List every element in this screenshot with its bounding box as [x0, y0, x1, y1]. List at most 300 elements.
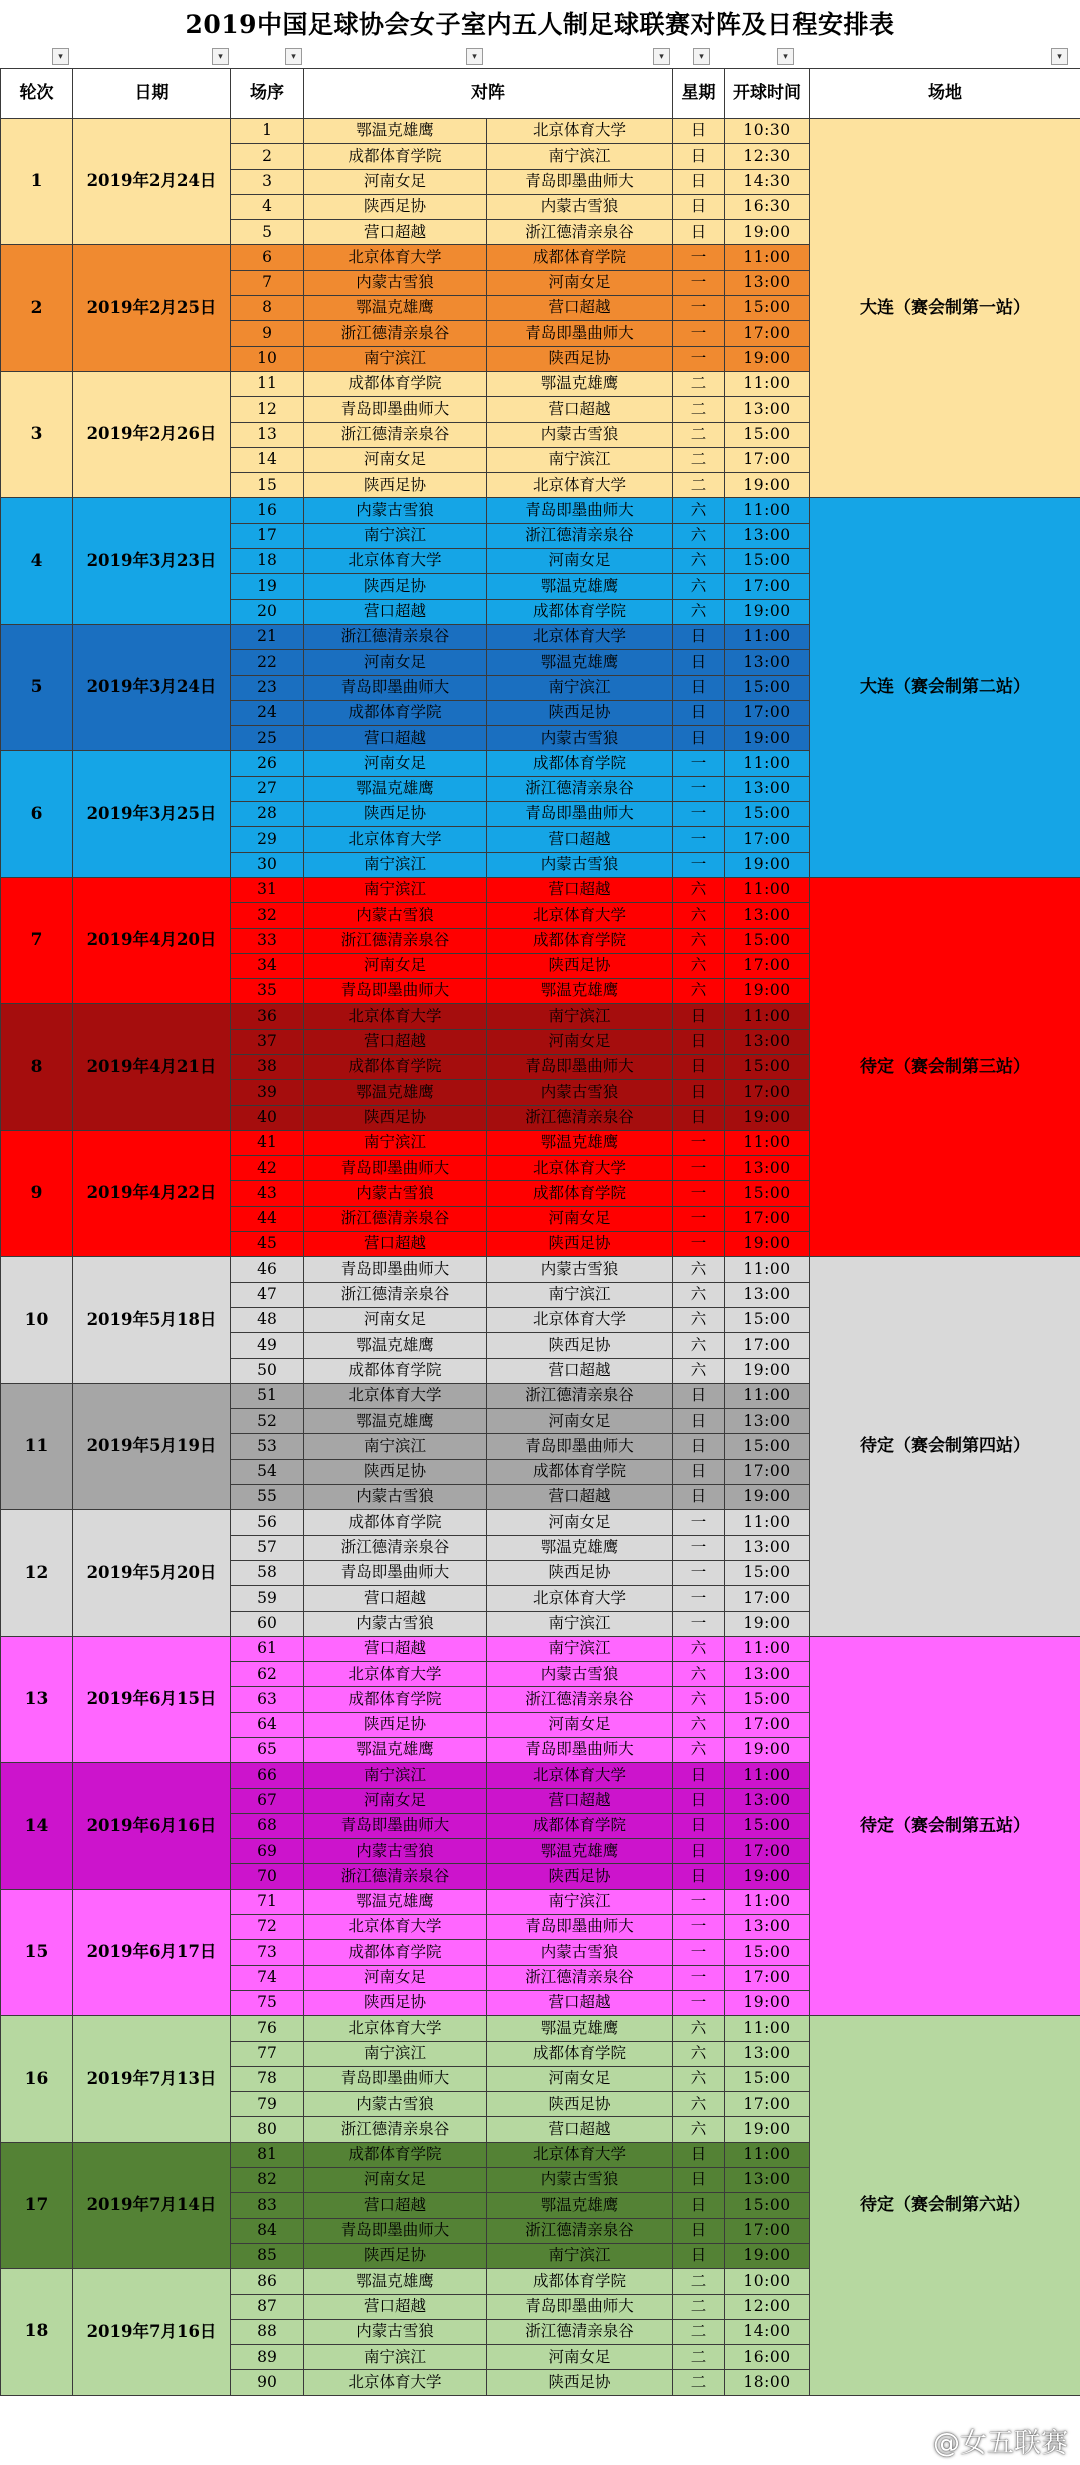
home-team: 浙江德清亲泉谷: [304, 1864, 487, 1889]
match-number: 78: [231, 2066, 304, 2091]
away-team: 河南女足: [487, 2066, 673, 2091]
home-team: 营口超越: [304, 220, 487, 245]
round-number: 2: [1, 245, 73, 371]
header-venue: 场地: [810, 69, 1080, 119]
kickoff-time: 11:00: [725, 498, 810, 523]
match-number: 43: [231, 1181, 304, 1206]
match-number: 66: [231, 1763, 304, 1788]
away-team: 陕西足协: [487, 700, 673, 725]
schedule-title: 2019中国足球协会女子室内五人制足球联赛对阵及日程安排表: [185, 10, 895, 39]
weekday: 六: [673, 2016, 725, 2041]
weekday: 二: [673, 2294, 725, 2319]
match-number: 52: [231, 1409, 304, 1434]
kickoff-time: 17:00: [725, 1712, 810, 1737]
filter-dropdown-button[interactable]: ▾: [212, 48, 229, 65]
weekday: 一: [673, 827, 725, 852]
home-team: 鄂温克雄鹰: [304, 776, 487, 801]
kickoff-time: 10:30: [725, 119, 810, 144]
home-team: 北京体育大学: [304, 1915, 487, 1940]
weekday: 日: [673, 2243, 725, 2268]
match-number: 47: [231, 1282, 304, 1307]
header-matchup: 对阵: [304, 69, 673, 119]
away-team: 青岛即墨曲师大: [487, 321, 673, 346]
home-team: 陕西足协: [304, 1990, 487, 2015]
kickoff-time: 11:00: [725, 1889, 810, 1914]
match-number: 60: [231, 1611, 304, 1636]
weekday: 日: [673, 650, 725, 675]
round-date: 2019年7月14日: [73, 2142, 231, 2268]
away-team: 陕西足协: [487, 1864, 673, 1889]
home-team: 内蒙古雪狼: [304, 1181, 487, 1206]
round-date: 2019年5月20日: [73, 1510, 231, 1636]
away-team: 北京体育大学: [487, 119, 673, 144]
kickoff-time: 19:00: [725, 1611, 810, 1636]
match-number: 3: [231, 169, 304, 194]
away-team: 北京体育大学: [487, 624, 673, 649]
kickoff-time: 19:00: [725, 473, 810, 498]
home-team: 北京体育大学: [304, 245, 487, 270]
kickoff-time: 11:00: [725, 877, 810, 902]
home-team: 内蒙古雪狼: [304, 1839, 487, 1864]
match-number: 23: [231, 675, 304, 700]
kickoff-time: 17:00: [725, 2092, 810, 2117]
match-number: 55: [231, 1485, 304, 1510]
kickoff-time: 11:00: [725, 1763, 810, 1788]
away-team: 成都体育学院: [487, 2269, 673, 2294]
home-team: 成都体育学院: [304, 144, 487, 169]
kickoff-time: 17:00: [725, 447, 810, 472]
away-team: 内蒙古雪狼: [487, 852, 673, 877]
kickoff-time: 17:00: [725, 1586, 810, 1611]
round-number: 10: [1, 1257, 73, 1383]
away-team: 成都体育学院: [487, 1181, 673, 1206]
away-team: 内蒙古雪狼: [487, 422, 673, 447]
kickoff-time: 11:00: [725, 624, 810, 649]
away-team: 成都体育学院: [487, 1813, 673, 1838]
home-team: 成都体育学院: [304, 1687, 487, 1712]
weekday: 二: [673, 371, 725, 396]
kickoff-time: 17:00: [725, 321, 810, 346]
home-team: 青岛即墨曲师大: [304, 1813, 487, 1838]
kickoff-time: 13:00: [725, 650, 810, 675]
kickoff-time: 19:00: [725, 2117, 810, 2142]
away-team: 青岛即墨曲师大: [487, 498, 673, 523]
weekday: 一: [673, 1232, 725, 1257]
round-number: 5: [1, 624, 73, 750]
home-team: 营口超越: [304, 2294, 487, 2319]
kickoff-time: 15:00: [725, 1307, 810, 1332]
match-number: 44: [231, 1206, 304, 1231]
away-team: 河南女足: [487, 1206, 673, 1231]
match-number: 63: [231, 1687, 304, 1712]
kickoff-time: 13:00: [725, 776, 810, 801]
weekday: 六: [673, 1687, 725, 1712]
home-team: 南宁滨江: [304, 2041, 487, 2066]
away-team: 南宁滨江: [487, 2243, 673, 2268]
away-team: 成都体育学院: [487, 245, 673, 270]
match-number: 57: [231, 1535, 304, 1560]
weekday: 一: [673, 1611, 725, 1636]
away-team: 成都体育学院: [487, 928, 673, 953]
weekday: 一: [673, 346, 725, 371]
home-team: 青岛即墨曲师大: [304, 1257, 487, 1282]
round-date: 2019年7月16日: [73, 2269, 231, 2395]
kickoff-time: 19:00: [725, 726, 810, 751]
match-number: 12: [231, 397, 304, 422]
kickoff-time: 19:00: [725, 599, 810, 624]
kickoff-time: 15:00: [725, 928, 810, 953]
weekday: 六: [673, 903, 725, 928]
round-date: 2019年2月26日: [73, 371, 231, 497]
home-team: 河南女足: [304, 1788, 487, 1813]
round-number: 15: [1, 1889, 73, 2015]
weekday: 一: [673, 1181, 725, 1206]
kickoff-time: 12:00: [725, 2294, 810, 2319]
weekday: 六: [673, 2117, 725, 2142]
round-number: 1: [1, 119, 73, 245]
kickoff-time: 13:00: [725, 2041, 810, 2066]
weekday: 六: [673, 523, 725, 548]
home-team: 河南女足: [304, 1307, 487, 1332]
kickoff-time: 17:00: [725, 1333, 810, 1358]
away-team: 南宁滨江: [487, 144, 673, 169]
round-number: 18: [1, 2269, 73, 2395]
weekday: 日: [673, 1105, 725, 1130]
kickoff-time: 19:00: [725, 1232, 810, 1257]
away-team: 南宁滨江: [487, 1889, 673, 1914]
away-team: 河南女足: [487, 1510, 673, 1535]
weekday: 日: [673, 1004, 725, 1029]
match-row: [1, 1257, 1080, 1282]
away-team: 营口超越: [487, 1990, 673, 2015]
away-team: 青岛即墨曲师大: [487, 2294, 673, 2319]
home-team: 北京体育大学: [304, 2370, 487, 2395]
home-team: 陕西足协: [304, 2243, 487, 2268]
match-number: 74: [231, 1965, 304, 1990]
round-date: 2019年2月25日: [73, 245, 231, 371]
match-number: 72: [231, 1915, 304, 1940]
match-number: 29: [231, 827, 304, 852]
weekday: 日: [673, 169, 725, 194]
home-team: 河南女足: [304, 650, 487, 675]
weekday: 二: [673, 473, 725, 498]
kickoff-time: 15:00: [725, 1434, 810, 1459]
kickoff-time: 19:00: [725, 220, 810, 245]
filter-dropdown-button[interactable]: ▾: [693, 48, 710, 65]
away-team: 鄂温克雄鹰: [487, 2193, 673, 2218]
kickoff-time: 11:00: [725, 1636, 810, 1661]
home-team: 浙江德清亲泉谷: [304, 1206, 487, 1231]
header-kickoff: 开球时间: [725, 69, 810, 119]
match-number: 33: [231, 928, 304, 953]
match-number: 82: [231, 2168, 304, 2193]
home-team: 浙江德清亲泉谷: [304, 321, 487, 346]
match-number: 13: [231, 422, 304, 447]
home-team: 南宁滨江: [304, 346, 487, 371]
kickoff-time: 12:30: [725, 144, 810, 169]
home-team: 内蒙古雪狼: [304, 498, 487, 523]
match-number: 34: [231, 953, 304, 978]
away-team: 鄂温克雄鹰: [487, 1839, 673, 1864]
weekday: 日: [673, 726, 725, 751]
filter-dropdown-button[interactable]: ▾: [52, 48, 69, 65]
round-number: 16: [1, 2016, 73, 2142]
away-team: 浙江德清亲泉谷: [487, 1105, 673, 1130]
match-number: 24: [231, 700, 304, 725]
round-number: 3: [1, 371, 73, 497]
schedule-table: [0, 68, 1080, 2396]
away-team: 南宁滨江: [487, 1636, 673, 1661]
match-number: 41: [231, 1130, 304, 1155]
weekday: 日: [673, 1459, 725, 1484]
weekday: 一: [673, 1586, 725, 1611]
round-number: 12: [1, 1510, 73, 1636]
round-date: 2019年3月24日: [73, 624, 231, 750]
weekday: 六: [673, 979, 725, 1004]
home-team: 青岛即墨曲师大: [304, 2218, 487, 2243]
weekday: 六: [673, 599, 725, 624]
weekday: 日: [673, 1485, 725, 1510]
kickoff-time: 15:00: [725, 549, 810, 574]
weekday: 一: [673, 1990, 725, 2015]
weekday: 日: [673, 700, 725, 725]
kickoff-time: 10:00: [725, 2269, 810, 2294]
watermark-text: @女五联赛: [933, 2427, 1068, 2459]
weekday: 日: [673, 119, 725, 144]
away-team: 北京体育大学: [487, 1307, 673, 1332]
kickoff-time: 13:00: [725, 1029, 810, 1054]
away-team: 北京体育大学: [487, 903, 673, 928]
round-number: 14: [1, 1763, 73, 1889]
match-row: [1, 498, 1080, 523]
home-team: 营口超越: [304, 726, 487, 751]
filter-dropdown-button[interactable]: ▾: [653, 48, 670, 65]
weekday: 六: [673, 1712, 725, 1737]
weekday: 日: [673, 1788, 725, 1813]
away-team: 南宁滨江: [487, 675, 673, 700]
kickoff-time: 15:00: [725, 1560, 810, 1585]
kickoff-time: 11:00: [725, 751, 810, 776]
filter-row: [0, 46, 1080, 68]
kickoff-time: 19:00: [725, 1990, 810, 2015]
away-team: 营口超越: [487, 1485, 673, 1510]
away-team: 鄂温克雄鹰: [487, 574, 673, 599]
match-number: 11: [231, 371, 304, 396]
kickoff-time: 13:00: [725, 903, 810, 928]
weekday: 六: [673, 1282, 725, 1307]
home-team: 河南女足: [304, 1965, 487, 1990]
match-number: 88: [231, 2319, 304, 2344]
weekday: 六: [673, 1358, 725, 1383]
kickoff-time: 15:00: [725, 1181, 810, 1206]
match-number: 49: [231, 1333, 304, 1358]
round-date: 2019年4月21日: [73, 1004, 231, 1130]
kickoff-time: 19:00: [725, 1105, 810, 1130]
match-number: 28: [231, 802, 304, 827]
header-round: 轮次: [1, 69, 73, 119]
away-team: 北京体育大学: [487, 2142, 673, 2167]
home-team: 北京体育大学: [304, 1662, 487, 1687]
home-team: 浙江德清亲泉谷: [304, 422, 487, 447]
kickoff-time: 13:00: [725, 2168, 810, 2193]
home-team: 内蒙古雪狼: [304, 270, 487, 295]
away-team: 成都体育学院: [487, 1459, 673, 1484]
round-number: 13: [1, 1636, 73, 1762]
header-date: 日期: [73, 69, 231, 119]
weekday: 一: [673, 1206, 725, 1231]
match-number: 27: [231, 776, 304, 801]
home-team: 营口超越: [304, 1586, 487, 1611]
match-number: 64: [231, 1712, 304, 1737]
kickoff-time: 13:00: [725, 397, 810, 422]
match-number: 58: [231, 1560, 304, 1585]
filter-dropdown-button[interactable]: ▾: [777, 48, 794, 65]
home-team: 南宁滨江: [304, 1130, 487, 1155]
weekday: 日: [673, 624, 725, 649]
away-team: 青岛即墨曲师大: [487, 1738, 673, 1763]
venue-cell: 待定（赛会制第六站）: [810, 2016, 1080, 2395]
away-team: 浙江德清亲泉谷: [487, 2319, 673, 2344]
home-team: 成都体育学院: [304, 2142, 487, 2167]
match-number: 30: [231, 852, 304, 877]
home-team: 鄂温克雄鹰: [304, 2269, 487, 2294]
filter-dropdown-button[interactable]: ▾: [285, 48, 302, 65]
match-number: 65: [231, 1738, 304, 1763]
weekday: 日: [673, 1409, 725, 1434]
away-team: 河南女足: [487, 1712, 673, 1737]
weekday: 六: [673, 2066, 725, 2091]
kickoff-time: 11:00: [725, 1004, 810, 1029]
weekday: 二: [673, 422, 725, 447]
weekday: 六: [673, 1636, 725, 1661]
weekday: 日: [673, 1813, 725, 1838]
home-team: 营口超越: [304, 1232, 487, 1257]
home-team: 河南女足: [304, 169, 487, 194]
away-team: 南宁滨江: [487, 1282, 673, 1307]
away-team: 鄂温克雄鹰: [487, 650, 673, 675]
match-number: 77: [231, 2041, 304, 2066]
away-team: 营口超越: [487, 296, 673, 321]
home-team: 河南女足: [304, 751, 487, 776]
weekday: 一: [673, 270, 725, 295]
weekday: 二: [673, 2370, 725, 2395]
weekday: 一: [673, 321, 725, 346]
away-team: 陕西足协: [487, 1232, 673, 1257]
kickoff-time: 17:00: [725, 2218, 810, 2243]
match-number: 20: [231, 599, 304, 624]
round-date: 2019年6月17日: [73, 1889, 231, 2015]
home-team: 内蒙古雪狼: [304, 1611, 487, 1636]
away-team: 成都体育学院: [487, 599, 673, 624]
filter-dropdown-button[interactable]: ▾: [466, 48, 483, 65]
match-number: 50: [231, 1358, 304, 1383]
match-number: 56: [231, 1510, 304, 1535]
venue-cell: 大连（赛会制第二站）: [810, 498, 1080, 877]
kickoff-time: 19:00: [725, 1738, 810, 1763]
away-team: 河南女足: [487, 1409, 673, 1434]
weekday: 一: [673, 1965, 725, 1990]
weekday: 日: [673, 1839, 725, 1864]
home-team: 鄂温克雄鹰: [304, 1889, 487, 1914]
match-number: 22: [231, 650, 304, 675]
away-team: 北京体育大学: [487, 1763, 673, 1788]
weekday: 日: [673, 2142, 725, 2167]
away-team: 营口超越: [487, 827, 673, 852]
match-row: [1, 2016, 1080, 2041]
kickoff-time: 17:00: [725, 1459, 810, 1484]
match-number: 9: [231, 321, 304, 346]
away-team: 河南女足: [487, 270, 673, 295]
kickoff-time: 14:30: [725, 169, 810, 194]
round-number: 8: [1, 1004, 73, 1130]
kickoff-time: 17:00: [725, 1206, 810, 1231]
round-date: 2019年3月23日: [73, 498, 231, 624]
home-team: 河南女足: [304, 953, 487, 978]
home-team: 河南女足: [304, 447, 487, 472]
kickoff-time: 15:00: [725, 2193, 810, 2218]
venue-cell: 大连（赛会制第一站）: [810, 119, 1080, 498]
filter-dropdown-button[interactable]: ▾: [1051, 48, 1068, 65]
match-number: 39: [231, 1080, 304, 1105]
match-number: 6: [231, 245, 304, 270]
round-number: 11: [1, 1383, 73, 1509]
kickoff-time: 11:00: [725, 1257, 810, 1282]
round-date: 2019年4月20日: [73, 877, 231, 1003]
weekday: 六: [673, 953, 725, 978]
round-date: 2019年6月16日: [73, 1763, 231, 1889]
away-team: 内蒙古雪狼: [487, 1662, 673, 1687]
match-number: 69: [231, 1839, 304, 1864]
match-number: 70: [231, 1864, 304, 1889]
kickoff-time: 13:00: [725, 1788, 810, 1813]
kickoff-time: 14:00: [725, 2319, 810, 2344]
home-team: 营口超越: [304, 1029, 487, 1054]
weekday: 六: [673, 498, 725, 523]
weekday: 六: [673, 2092, 725, 2117]
match-number: 36: [231, 1004, 304, 1029]
away-team: 浙江德清亲泉谷: [487, 1687, 673, 1712]
home-team: 南宁滨江: [304, 1434, 487, 1459]
round-number: 4: [1, 498, 73, 624]
away-team: 营口超越: [487, 1358, 673, 1383]
round-date: 2019年7月13日: [73, 2016, 231, 2142]
kickoff-time: 19:00: [725, 979, 810, 1004]
match-number: 38: [231, 1054, 304, 1079]
away-team: 内蒙古雪狼: [487, 194, 673, 219]
home-team: 浙江德清亲泉谷: [304, 928, 487, 953]
watermark: [893, 2423, 1068, 2457]
kickoff-time: 17:00: [725, 1839, 810, 1864]
match-number: 15: [231, 473, 304, 498]
home-team: 青岛即墨曲师大: [304, 397, 487, 422]
kickoff-time: 15:00: [725, 296, 810, 321]
match-number: 71: [231, 1889, 304, 1914]
away-team: 内蒙古雪狼: [487, 726, 673, 751]
home-team: 浙江德清亲泉谷: [304, 1535, 487, 1560]
kickoff-time: 15:00: [725, 1687, 810, 1712]
match-number: 10: [231, 346, 304, 371]
kickoff-time: 15:00: [725, 1813, 810, 1838]
match-number: 14: [231, 447, 304, 472]
round-number: 6: [1, 751, 73, 877]
home-team: 青岛即墨曲师大: [304, 675, 487, 700]
away-team: 浙江德清亲泉谷: [487, 1965, 673, 1990]
weekday: 日: [673, 2218, 725, 2243]
home-team: 陕西足协: [304, 1105, 487, 1130]
home-team: 鄂温克雄鹰: [304, 296, 487, 321]
weekday: 日: [673, 220, 725, 245]
home-team: 营口超越: [304, 599, 487, 624]
